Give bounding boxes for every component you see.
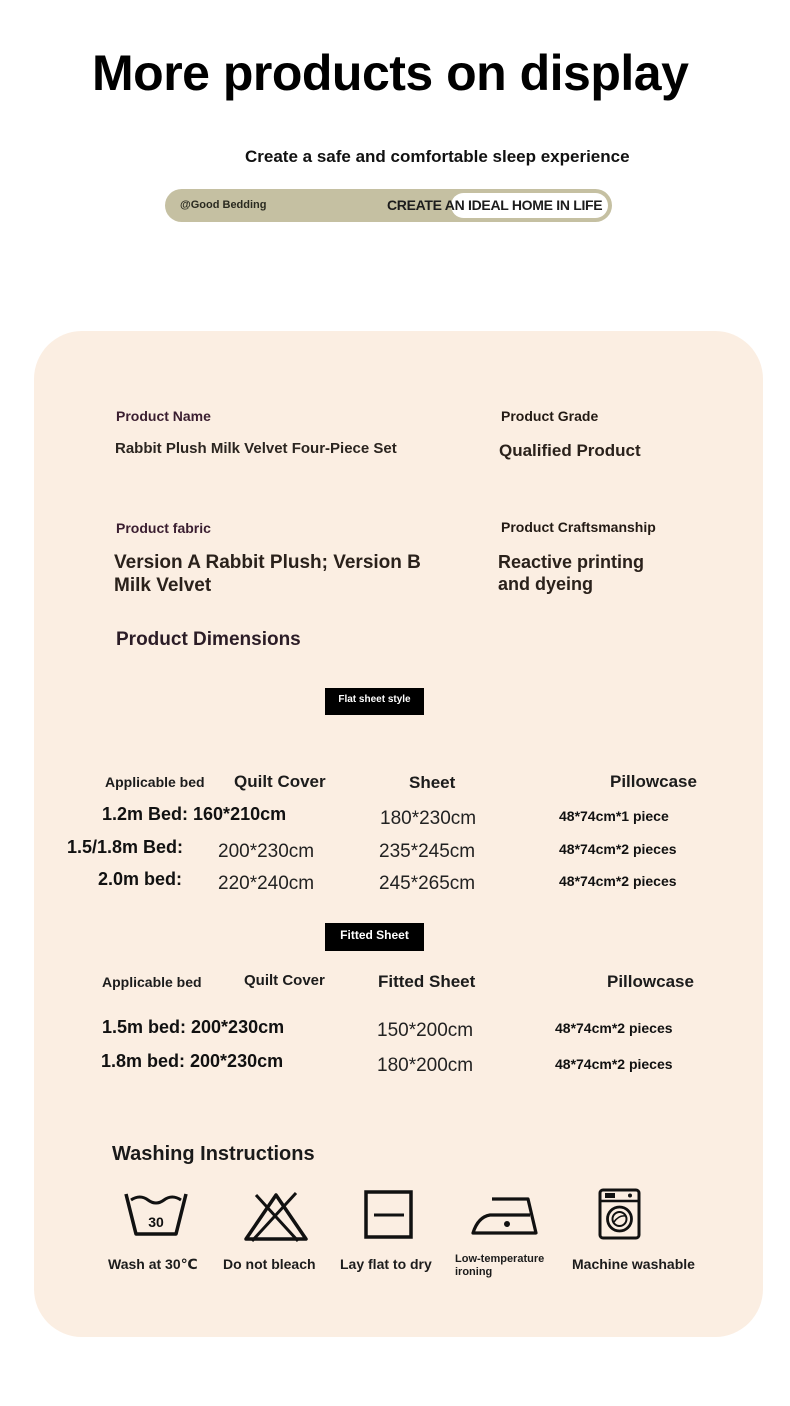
fitted-header-sheet: Fitted Sheet: [378, 972, 476, 991]
brand-slogan: CREATE AN IDEAL HOME IN LIFE: [387, 197, 603, 213]
fitted-header-bed: Applicable bed: [102, 974, 202, 990]
fitted-row1-sheet: 150*200cm: [377, 1020, 474, 1041]
product-fabric-value: Version A Rabbit Plush; Version B Milk Velvet: [114, 552, 421, 596]
fitted-sheet-tag: Fitted Sheet: [325, 923, 424, 951]
flat-header-pillowcase: Pillowcase: [610, 772, 697, 791]
flat-header-bed: Applicable bed: [105, 774, 205, 790]
lay-flat-dry-icon: [364, 1190, 414, 1240]
product-name-value: Rabbit Plush Milk Velvet Four-Piece Set: [115, 440, 397, 457]
flat-row3-bed: 2.0m bed:: [98, 869, 183, 889]
product-fabric-label: Product fabric: [116, 520, 211, 536]
flat-row3-sheet: 245*265cm: [379, 873, 476, 894]
washing-machine-icon: [598, 1188, 642, 1240]
wash-30-icon: [123, 1190, 189, 1242]
flat-row2-pillowcase: 48*74cm*2 pieces: [559, 841, 677, 857]
low-temp-iron-icon: [470, 1195, 540, 1237]
flat-row3-quilt: 220*240cm: [218, 873, 315, 894]
fitted-row2-bed: 1.8m bed: 200*230cm: [101, 1051, 284, 1071]
washing-instructions-title: Washing Instructions: [112, 1143, 315, 1165]
product-craftsmanship-label: Product Craftsmanship: [501, 519, 656, 535]
product-grade-label: Product Grade: [501, 408, 599, 424]
fitted-header-pillowcase: Pillowcase: [607, 972, 694, 991]
low-temp-iron-label: Low-temperature ironing: [455, 1253, 545, 1278]
fitted-row2-sheet: 180*200cm: [377, 1055, 474, 1076]
lay-flat-dry-label: Lay flat to dry: [340, 1256, 432, 1272]
fitted-header-quilt: Quilt Cover: [244, 972, 325, 989]
flat-row3-pillowcase: 48*74cm*2 pieces: [559, 873, 677, 889]
flat-row2-quilt: 200*230cm: [218, 841, 315, 862]
flat-row1-pillowcase: 48*74cm*1 piece: [559, 808, 669, 824]
flat-row2-bed: 1.5/1.8m Bed:: [67, 837, 184, 857]
flat-header-sheet: Sheet: [409, 773, 456, 792]
flat-row1-sheet: 180*230cm: [380, 808, 477, 829]
fitted-row2-pillowcase: 48*74cm*2 pieces: [555, 1056, 673, 1072]
flat-header-quilt: Quilt Cover: [234, 772, 326, 791]
wash-temp-badge: 30: [148, 1214, 164, 1230]
product-dimensions-title: Product Dimensions: [116, 629, 301, 650]
page-title: More products on display: [92, 45, 689, 101]
machine-washable-label: Machine washable: [572, 1256, 695, 1272]
flat-sheet-tag: Flat sheet style: [325, 688, 424, 715]
flat-row1-bed: 1.2m Bed: 160*210cm: [102, 804, 287, 824]
brand-handle: @Good Bedding: [180, 199, 267, 211]
product-name-label: Product Name: [116, 408, 211, 424]
brand-banner: [165, 189, 612, 222]
no-bleach-icon: [242, 1191, 310, 1243]
page-subtitle: Create a safe and comfortable sleep experience: [245, 147, 630, 166]
no-bleach-label: Do not bleach: [223, 1256, 316, 1272]
fitted-row1-bed: 1.5m bed: 200*230cm: [102, 1017, 285, 1037]
product-grade-value: Qualified Product: [499, 441, 641, 460]
product-craftsmanship-value: Reactive printing and dyeing: [498, 552, 645, 594]
product-info-card: [34, 331, 763, 1337]
flat-row2-sheet: 235*245cm: [379, 841, 476, 862]
wash-30-label: Wash at 30℃: [108, 1256, 198, 1272]
fitted-row1-pillowcase: 48*74cm*2 pieces: [555, 1020, 673, 1036]
